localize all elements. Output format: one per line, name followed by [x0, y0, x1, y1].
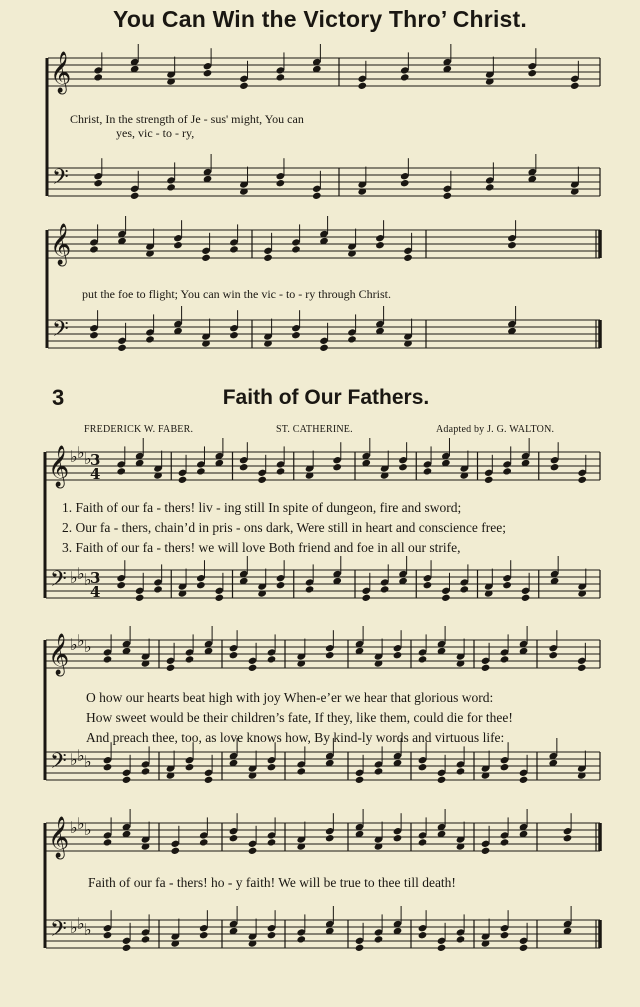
note-head — [170, 847, 180, 855]
note-head — [485, 183, 495, 191]
note-head — [305, 585, 315, 593]
note-head — [103, 763, 113, 771]
tune-name: ST. CATHERINE. — [276, 424, 353, 435]
note-head — [418, 763, 428, 771]
lyric-line-top-1b: yes, vic - to - ry, — [116, 126, 195, 140]
note-head — [135, 594, 145, 602]
flat-icon: ♭ — [77, 914, 85, 933]
note-head — [185, 763, 195, 771]
note-head — [141, 767, 151, 775]
bass-clef-icon: 𝄢 — [50, 917, 67, 947]
note-head — [400, 179, 410, 187]
note-head — [248, 847, 258, 855]
flat-icon: ♭ — [70, 447, 78, 466]
treble-clef-icon: 𝄞 — [48, 634, 70, 675]
hymn-title-top: You Can Win the Victory Thro’ Christ. — [113, 6, 527, 32]
author-credit: FREDERICK W. FABER. — [84, 424, 194, 435]
note-head — [122, 944, 132, 952]
note-head — [519, 944, 529, 952]
flat-icon: ♭ — [84, 820, 92, 839]
note-head — [374, 935, 384, 943]
flat-icon: ♭ — [70, 918, 78, 937]
composer-credit: Adapted by J. G. WALTON. — [436, 424, 555, 435]
note-head — [393, 651, 403, 659]
note-head — [215, 594, 225, 602]
note-head — [257, 476, 267, 484]
note-head — [548, 651, 558, 659]
note-head — [456, 767, 466, 775]
note-head — [502, 581, 512, 589]
treble-clef-icon: 𝄞 — [50, 52, 72, 93]
flat-icon: ♭ — [77, 631, 85, 650]
note-head — [153, 585, 163, 593]
note-head — [437, 776, 447, 784]
note-head — [166, 664, 176, 672]
note-head — [460, 585, 470, 593]
note-head — [93, 179, 103, 187]
note-head — [276, 467, 286, 475]
bass-clef-icon: 𝄢 — [52, 317, 69, 347]
flat-icon: ♭ — [84, 637, 92, 656]
note-head — [203, 69, 213, 77]
flat-icon: ♭ — [84, 449, 92, 468]
note-head — [393, 834, 403, 842]
note-head — [500, 763, 510, 771]
note-head — [550, 463, 560, 471]
flat-icon: ♭ — [77, 443, 85, 462]
note-head — [357, 82, 367, 90]
note-head — [507, 241, 517, 249]
bass-clef-icon: 𝄢 — [50, 567, 67, 597]
note-head — [325, 834, 335, 842]
treble-clef-icon: 𝄞 — [50, 224, 72, 265]
note-head — [276, 179, 286, 187]
note-head — [229, 331, 239, 339]
note-head — [291, 331, 301, 339]
note-head — [319, 344, 329, 352]
note-head — [166, 183, 176, 191]
note-head — [103, 931, 113, 939]
note-head — [267, 655, 277, 663]
note-head — [239, 82, 249, 90]
note-head — [89, 331, 99, 339]
note-head — [500, 655, 510, 663]
note-head — [456, 935, 466, 943]
note-head — [267, 763, 277, 771]
note-head — [519, 776, 529, 784]
flat-icon: ♭ — [70, 750, 78, 769]
note-head — [229, 245, 239, 253]
flat-icon: ♭ — [70, 818, 78, 837]
verse-2-line-1: 2. Our fa - thers, chain’d in pris - ons dark, Were still in heart and conscience free; — [62, 520, 507, 535]
note-head — [296, 767, 306, 775]
treble-clef-icon: 𝄞 — [48, 446, 70, 487]
note-head — [204, 776, 214, 784]
note-head — [196, 581, 206, 589]
note-head — [117, 344, 127, 352]
note-head — [332, 463, 342, 471]
refrain-line: Faith of our fa - thers! ho - y faith! We will be true to thee till death! — [88, 875, 456, 890]
note-head — [502, 467, 512, 475]
note-head — [229, 834, 239, 842]
note-head — [122, 776, 132, 784]
note-head — [267, 931, 277, 939]
note-head — [481, 847, 491, 855]
flat-icon: ♭ — [77, 814, 85, 833]
verse-1-line-1: 1. Faith of our fa - thers! liv - ing still In spite of dungeon, fire and sword; — [62, 500, 462, 515]
note-head — [178, 476, 188, 484]
verse-3-line-1: 3. Faith of our fa - thers! we will love Both friend and foe in all our strife, — [62, 540, 461, 555]
note-head — [248, 664, 258, 672]
note-head — [418, 838, 428, 846]
note-head — [173, 241, 183, 249]
note-head — [437, 944, 447, 952]
note-head — [398, 463, 408, 471]
note-head — [442, 192, 452, 200]
note-head — [239, 463, 249, 471]
note-head — [267, 838, 277, 846]
note-head — [361, 594, 371, 602]
note-head — [89, 245, 99, 253]
note-head — [527, 69, 537, 77]
note-head — [296, 935, 306, 943]
bass-clef-icon: 𝄢 — [52, 165, 69, 195]
note-head — [418, 931, 428, 939]
time-signature: 4 — [90, 465, 101, 483]
note-head — [355, 776, 365, 784]
note-head — [484, 476, 494, 484]
note-head — [375, 241, 385, 249]
flat-icon: ♭ — [84, 752, 92, 771]
note-head — [185, 655, 195, 663]
note-head — [374, 767, 384, 775]
note-head — [103, 655, 113, 663]
note-head — [145, 335, 155, 343]
note-head — [116, 467, 126, 475]
flat-icon: ♭ — [84, 920, 92, 939]
hymn-title: Faith of Our Fathers. — [222, 386, 430, 409]
verse-2-line-2: How sweet would be their children’s fate, If they, like them, could die for thee! — [86, 710, 513, 725]
note-head — [276, 581, 286, 589]
note-head — [500, 931, 510, 939]
flat-icon: ♭ — [77, 746, 85, 765]
time-signature: 4 — [90, 583, 101, 601]
note-head — [380, 585, 390, 593]
note-head — [291, 245, 301, 253]
flat-icon: ♭ — [70, 568, 78, 587]
note-head — [199, 838, 209, 846]
treble-clef-icon: 𝄞 — [48, 817, 70, 858]
note-head — [93, 73, 103, 81]
note-head — [103, 838, 113, 846]
verse-3-line-2: And preach thee, too, as love knows how, By kind-ly words and virtuous life: — [86, 730, 505, 745]
note-head — [276, 73, 286, 81]
note-head — [325, 651, 335, 659]
note-head — [481, 664, 491, 672]
verse-1-line-2: O how our hearts beat high with joy When-e’er we hear that glorious word: — [86, 690, 494, 705]
note-head — [441, 594, 451, 602]
flat-icon: ♭ — [77, 564, 85, 583]
note-head — [116, 581, 126, 589]
note-head — [423, 581, 433, 589]
note-head — [423, 467, 433, 475]
lyric-line-top-1: Christ, In the strength of Je - sus' might, You can — [70, 112, 304, 126]
note-head — [577, 664, 587, 672]
note-head — [141, 935, 151, 943]
note-head — [347, 335, 357, 343]
note-head — [403, 254, 413, 262]
note-head — [577, 476, 587, 484]
flat-icon: ♭ — [84, 570, 92, 589]
note-head — [521, 594, 531, 602]
note-head — [201, 254, 211, 262]
lyric-line-top-2: put the foe to flight; You can win the vic - to - ry through Christ. — [82, 287, 391, 301]
bass-clef-icon: 𝄢 — [50, 749, 67, 779]
note-head — [400, 73, 410, 81]
note-head — [130, 192, 140, 200]
note-head — [355, 944, 365, 952]
note-head — [500, 838, 510, 846]
note-head — [229, 651, 239, 659]
note-head — [563, 834, 573, 842]
note-head — [196, 467, 206, 475]
time-signature: 3 — [90, 451, 101, 469]
note-head — [199, 931, 209, 939]
note-head — [312, 192, 322, 200]
flat-icon: ♭ — [70, 635, 78, 654]
note-head — [418, 655, 428, 663]
time-signature: 3 — [90, 569, 101, 587]
note-head — [263, 254, 273, 262]
hymn-number: 3 — [52, 385, 65, 410]
note-head — [570, 82, 580, 90]
